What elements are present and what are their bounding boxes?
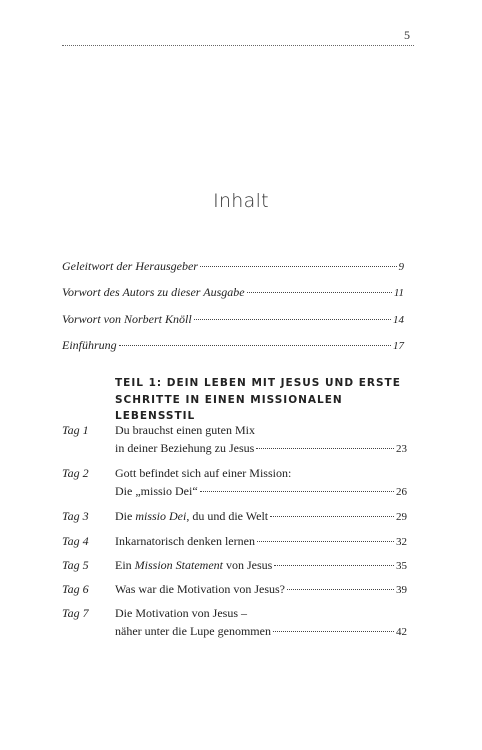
chapter-title-line: Du brauchst einen guten Mix [115,423,255,437]
toc-entry [62,259,404,285]
dot-leader [287,589,394,590]
chapter-title-line: Die „missio Dei“ [115,483,198,498]
chapter-entry [62,581,407,605]
chapter-title-text: von Jesus [223,558,273,572]
chapter-title-line: Die Motivation von Jesus – [115,606,247,620]
chapter-tag: Tag 4 [62,534,89,548]
header-rule [62,45,414,46]
chapter-title-line [115,557,272,575]
chapter-title-emphasis: missio Dei [135,509,187,523]
chapter-title-text: , du und die Welt [186,509,269,523]
chapter-title-text: Ein [115,558,135,572]
toc-entry-label: Einführung [62,338,117,353]
chapter-page: 29 [396,511,407,523]
toc-entry-page: 11 [393,287,404,300]
chapter-page: 35 [396,560,407,572]
dot-leader [257,541,394,542]
chapter-page: 32 [396,536,407,548]
front-matter-list [62,259,404,365]
toc-entry-label: Vorwort von Norbert Knöll [62,311,192,326]
dot-leader [273,631,394,632]
part-heading [115,375,405,425]
part-heading-line: TEIL 1: DEIN LEBEN MIT JESUS UND ERSTE [115,377,401,389]
page-number: 5 [404,28,410,42]
toc-title: Inhalt [213,190,269,212]
dot-leader [247,292,392,293]
chapter-entry [62,508,407,533]
chapter-tag: Tag 2 [62,466,89,480]
chapter-title-line: in deiner Beziehung zu Jesus [115,440,255,455]
chapter-page: 39 [396,584,407,596]
chapter-tag: Tag 1 [62,423,89,437]
dot-leader [200,491,394,492]
chapter-entry [62,605,407,648]
dot-leader [200,266,397,267]
toc-entry-label: Geleitwort der Herausgeber [62,259,198,273]
chapter-title-line: Inkarnatorisch denken lernen [115,534,255,548]
chapter-entry [62,422,407,465]
toc-entry-page: 14 [393,313,404,326]
dot-leader [256,448,394,449]
chapter-entry [62,557,407,581]
chapter-tag: Tag 6 [62,582,89,596]
chapter-entry [62,533,407,557]
chapter-page: 26 [396,485,407,498]
chapter-tag: Tag 5 [62,558,89,572]
dot-leader [274,565,394,566]
toc-entry-page: 9 [398,261,404,273]
chapter-tag: Tag 7 [62,606,89,620]
chapter-page: 42 [396,625,407,638]
toc-entry [62,285,404,311]
part-heading-line: SCHRITTE IN EINEN MISSIONALEN LEBENSSTIL [115,393,343,422]
chapter-title-text: Die [115,509,136,523]
chapter-entry [62,465,407,508]
toc-entry-label: Vorwort des Autors zu dieser Ausgabe [62,285,245,300]
chapter-page: 23 [396,442,407,455]
chapter-title-line: Was war die Motivation von Jesus? [115,582,286,596]
dot-leader [194,319,391,320]
dot-leader [119,345,391,346]
toc-entry [62,312,404,338]
dot-leader [270,516,394,517]
chapter-list [62,422,407,648]
chapter-title-emphasis: Mission Statement [134,558,223,572]
toc-entry-page: 17 [393,340,404,353]
chapter-tag: Tag 3 [62,509,89,523]
toc-entry [62,338,404,364]
chapter-title-line: Gott befindet sich auf einer Mission: [115,466,292,480]
chapter-title-line [115,508,268,526]
chapter-title-line: näher unter die Lupe genommen [115,623,271,638]
